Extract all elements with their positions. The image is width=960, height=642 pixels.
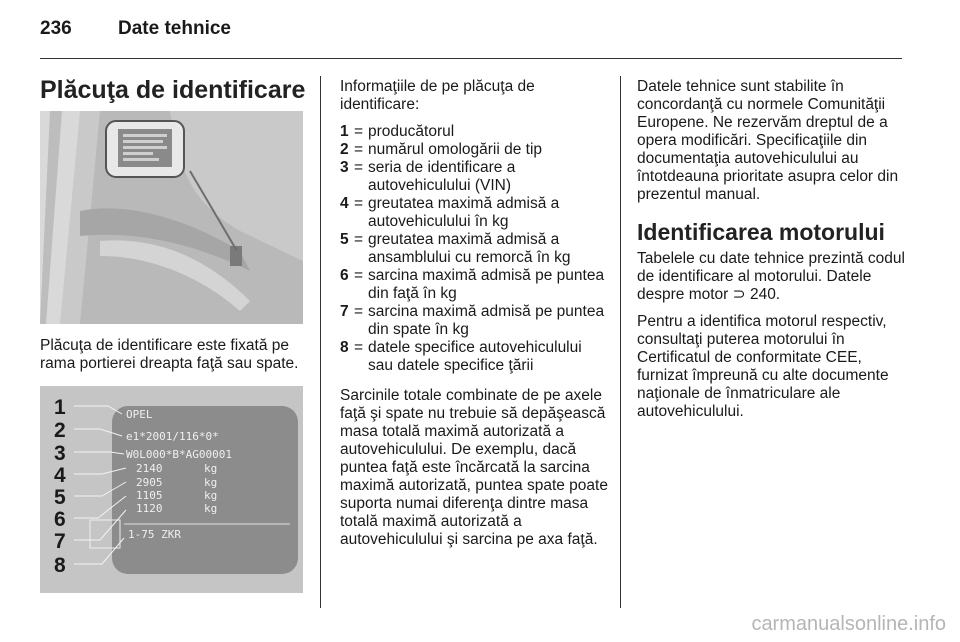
plate-line-weight-4: 1120 bbox=[136, 502, 163, 515]
engine-code-text: Tabelele cu date tehnice prezintă codul de identificare al motorului. Datele despre motor bbox=[637, 250, 905, 303]
callout-7: 7 bbox=[54, 530, 66, 553]
item-equals: = bbox=[354, 195, 364, 212]
section-title-plate: Plăcuţa de identificare bbox=[40, 76, 306, 104]
item-text: sarcina maximă admisă pe puntea din faţă în kg bbox=[368, 267, 605, 302]
technical-data-paragraph: Datele tehnice sunt stabilite în concordanţă cu normele Comunităţii Europene. Ne rezervăm dreptul de a opera modificări. Specificaţiile din documentaţia autovehiculului au întotdeauna prioritate asupra celor din prezentul manual. bbox=[637, 78, 899, 203]
item-text: seria de identificare a autovehiculului (VIN) bbox=[368, 159, 516, 194]
door-frame-illustration bbox=[40, 111, 303, 324]
item-equals: = bbox=[354, 141, 364, 158]
item-text: numărul omologării de tip bbox=[368, 141, 543, 158]
column-divider-2 bbox=[620, 76, 621, 608]
item-text: greutatea maximă admisă a ansamblului cu remorcă în kg bbox=[368, 231, 571, 266]
page-number: 236 bbox=[40, 18, 72, 39]
plate-line-vin: W0L000*B*AG00001 bbox=[126, 448, 232, 461]
item-number: 3 bbox=[340, 159, 349, 176]
callout-4: 4 bbox=[54, 464, 66, 487]
door-frame-photo bbox=[40, 111, 303, 324]
column-3 bbox=[637, 78, 905, 430]
plate-info-item bbox=[340, 123, 610, 141]
plate-unit-1: kg bbox=[204, 462, 218, 475]
item-equals: = bbox=[354, 123, 364, 140]
item-text: producătorul bbox=[368, 123, 455, 140]
item-number: 6 bbox=[340, 267, 349, 284]
item-text: datele specifice autovehiculului sau datele specifice ţării bbox=[368, 339, 582, 374]
engine-data-page-link[interactable]: 240. bbox=[745, 286, 781, 303]
callout-3: 3 bbox=[54, 442, 66, 465]
column-2 bbox=[340, 78, 610, 558]
callout-2: 2 bbox=[54, 419, 66, 442]
plate-info-item bbox=[340, 159, 610, 195]
plate-illustration bbox=[40, 386, 303, 593]
axle-load-paragraph: Sarcinile totale combinate de pe axele faţă şi spate nu trebuie să depăşească masa totală maximă autorizată a autovehiculului. De exemplu, dacă puntea faţă este încărcată la sarcina maximă autorizată, puntea spate poate suporta numai diferenţa dintre masa totală maximă autorizată a autovehiculului şi sarcina pe axa faţă. bbox=[340, 387, 608, 548]
plate-unit-2: kg bbox=[204, 476, 218, 489]
plate-info-item bbox=[340, 303, 610, 339]
section-title-engine: Identificarea motorului bbox=[637, 219, 885, 245]
callout-8: 8 bbox=[54, 554, 66, 577]
item-number: 8 bbox=[340, 339, 349, 356]
plate-line-type-approval: e1*2001/116*0* bbox=[126, 430, 219, 443]
plate-line-weight-3: 1105 bbox=[136, 489, 163, 502]
plate-info-item bbox=[340, 141, 610, 159]
plate-line-specific: 1-75 ZKR bbox=[128, 528, 181, 541]
engine-code-paragraph bbox=[637, 250, 905, 304]
item-number: 7 bbox=[340, 303, 349, 320]
page-ref-icon: ⊃ bbox=[732, 286, 746, 303]
item-equals: = bbox=[354, 159, 364, 176]
item-equals: = bbox=[354, 339, 364, 356]
plate-line-manufacturer: OPEL bbox=[126, 408, 153, 421]
column-divider-1 bbox=[320, 76, 321, 608]
callout-1: 1 bbox=[54, 396, 66, 419]
plate-info-list bbox=[340, 123, 610, 375]
plate-info-item bbox=[340, 231, 610, 267]
item-number: 4 bbox=[340, 195, 349, 212]
item-number: 5 bbox=[340, 231, 349, 248]
plate-unit-4: kg bbox=[204, 502, 218, 515]
callout-5: 5 bbox=[54, 486, 66, 509]
callout-6: 6 bbox=[54, 508, 66, 531]
plate-line-weight-2: 2905 bbox=[136, 476, 163, 489]
plate-info-item bbox=[340, 195, 610, 231]
plate-line-weight-1: 2140 bbox=[136, 462, 163, 475]
item-text: greutatea maximă admisă a autovehiculului în kg bbox=[368, 195, 560, 230]
plate-caption: Plăcuţa de identificare este fixată pe rama portierei dreapta faţă sau spate. bbox=[40, 337, 299, 372]
chapter-title: Date tehnice bbox=[118, 18, 231, 39]
engine-identify-paragraph: Pentru a identifica motorul respectiv, consultaţi puterea motorului în Certificatul de conformitate CEE, furnizat împreună cu alte documente naţionale de înmatriculare ale autovehiculului. bbox=[637, 313, 889, 420]
item-number: 1 bbox=[340, 123, 349, 140]
item-equals: = bbox=[354, 231, 364, 248]
plate-info-intro: Informaţiile de pe plăcuţa de identificare: bbox=[340, 78, 535, 113]
item-equals: = bbox=[354, 267, 364, 284]
item-equals: = bbox=[354, 303, 364, 320]
watermark: carmanualsonline.info bbox=[751, 613, 946, 635]
item-text: sarcina maximă admisă pe puntea din spate în kg bbox=[368, 303, 605, 338]
item-number: 2 bbox=[340, 141, 349, 158]
identification-plate-figure bbox=[40, 386, 303, 593]
plate-info-item bbox=[340, 267, 610, 303]
page-header bbox=[40, 18, 231, 40]
plate-info-item bbox=[340, 339, 610, 375]
header-rule bbox=[40, 58, 902, 59]
plate-unit-3: kg bbox=[204, 489, 218, 502]
